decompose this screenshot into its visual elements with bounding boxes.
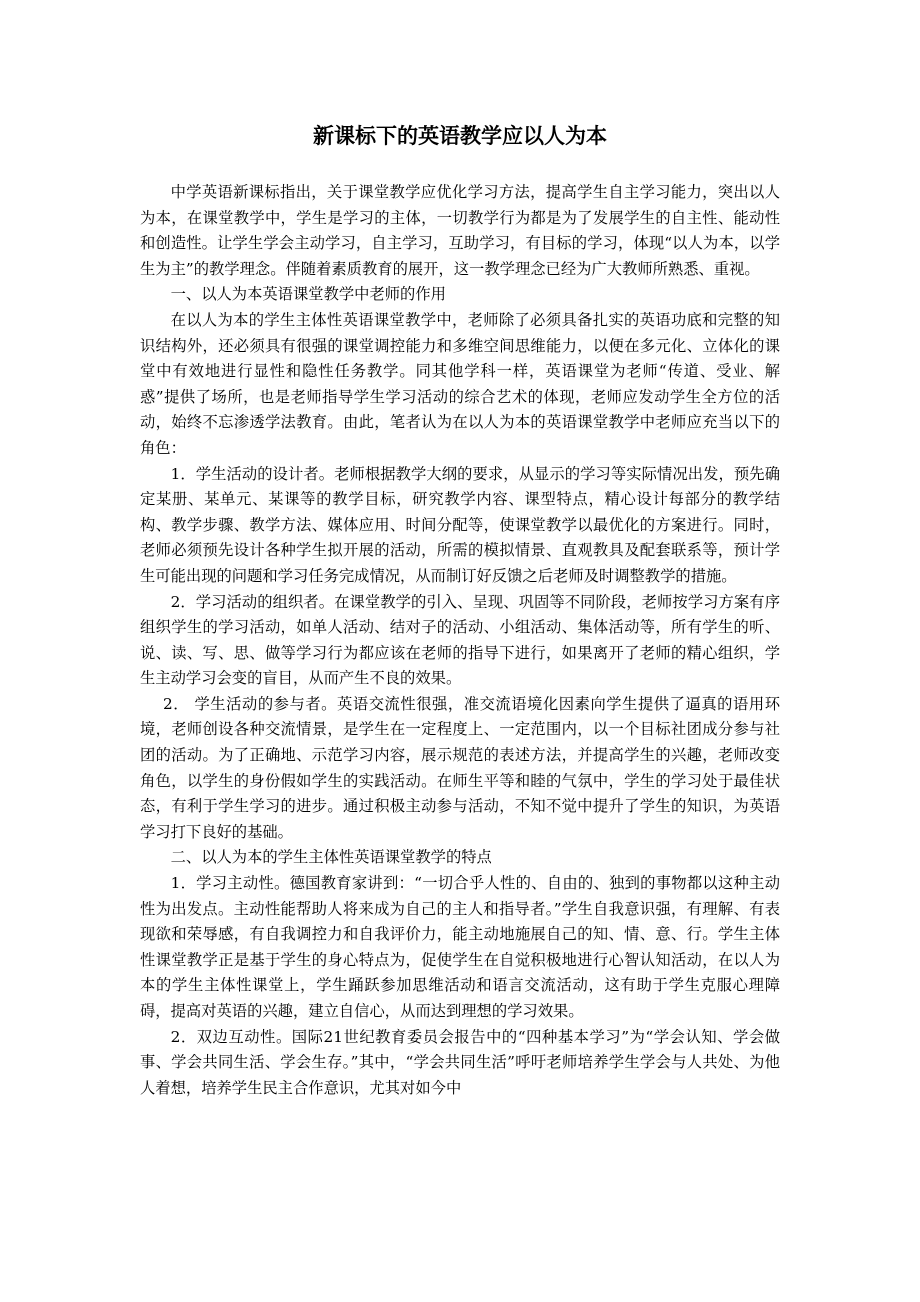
paragraph-participant: 2． 学生活动的参与者。英语交流性很强，准交流语境化因素向学生提供了逼真的语用环境，老师创设各种交流情景，是学生在一定程度上、一定范围内，以一个目标社团成分参与社团的活动。为了正确地、示范学习内容，展示规范的表述方法，并提高学生的兴趣，老师改变角色，以学生的身份假如学生的实践活动。在师生平等和睦的气氛中，学生的学习处于最佳状态，有利于学生学习的进步。通过积极主动参与活动，不知不觉中提升了学生的知识，为英语学习打下良好的基础。 <box>140 694 780 841</box>
section-heading-2: 二、以人为本的学生主体性英语课堂教学的特点 <box>170 848 492 867</box>
paragraph-initiative: 1．学习主动性。德国教育家讲到：“一切合乎人性的、自由的、独到的事物都以这种主动性为出发点。主动性能帮助人将来成为自己的主人和指导者。”学生自我意识强，有理解、有表现欲和荣辱感，有自我调控力和自我评价力，能主动地施展自己的知、情、意、行。学生主体性课堂教学正是基于学生的身心特点为，促使学生在自觉积极地进行心智认知活动，在以人为本的学生主体性课堂上，学生踊跃参加思维活动和语言交流活动，这有助于学生克服心理障碍，提高对英语的兴趣，建立自信心，从而达到理想的学习效果。 <box>140 874 780 1020</box>
paragraph-organizer: 2．学习活动的组织者。在课堂教学的引入、呈现、巩固等不同阶段，老师按学习方案有序组织学生的学习活动，如单人活动、结对子的活动、小组活动、集体活动等，所有学生的听、说、读、写、思、做等学习行为都应该在老师的指导下进行，如果离开了老师的精心组织，学生主动学习会变的盲目，从而产生不良的效果。 <box>140 592 780 688</box>
document-title: 新课标下的英语教学应以人为本 <box>313 123 607 148</box>
paragraph-intro: 中学英语新课标指出，关于课堂教学应优化学习方法，提高学生自主学习能力，突出以人为本，在课堂教学中，学生是学习的主体，一切教学行为都是为了发展学生的自主性、能动性和创造性。让学生学会主动学习，自主学习，互助学习，有目标的学习，体现“以人为本，以学生为主”的教学理念。伴随着素质教育的展开，这一教学理念已经为广大教师所熟悉、重视。 <box>140 183 780 278</box>
section-heading-1: 一、以人为本英语课堂教学中老师的作用 <box>170 285 446 304</box>
paragraph-teacher-role: 在以人为本的学生主体性英语课堂教学中，老师除了必须具备扎实的英语功底和完整的知识结构外，还必须具有很强的课堂调控能力和多维空间思维能力，以便在多元化、立体化的课堂中有效地进行显性和隐性任务教学。同其他学科一样，英语课堂为老师“传道、受业、解惑”提供了场所，也是老师指导学生学习活动的综合艺术的体现，老师应发动学生全方位的活动，始终不忘渗透学法教育。由此，笔者认为在以人为本的英语课堂教学中老师应充当以下的角色： <box>140 310 780 457</box>
paragraph-designer: 1．学生活动的设计者。老师根据教学大纲的要求，从显示的学习等实际情况出发，预先确定某册、某单元、某课等的教学目标，研究教学内容、课型特点，精心设计每部分的教学结构、教学步骤、教学方法、媒体应用、时间分配等，使课堂教学以最优化的方案进行。同时，老师必须预先设计各种学生拟开展的活动，所需的模拟情景、直观教具及配套联系等，预计学生可能出现的问题和学习任务完成情况，从而制订好反馈之后老师及时调整教学的措施。 <box>140 464 780 585</box>
paragraph-interaction: 2．双边互动性。国际21世纪教育委员会报告中的“四种基本学习”为“学会认知、学会做事、学会共同生活、学会生存。”其中，“学会共同生活”呼吁老师培养学生学会与人共处、为他人着想，培养学生民主合作意识，尤其对如今中 <box>140 1027 780 1097</box>
document-body <box>140 180 780 1101</box>
